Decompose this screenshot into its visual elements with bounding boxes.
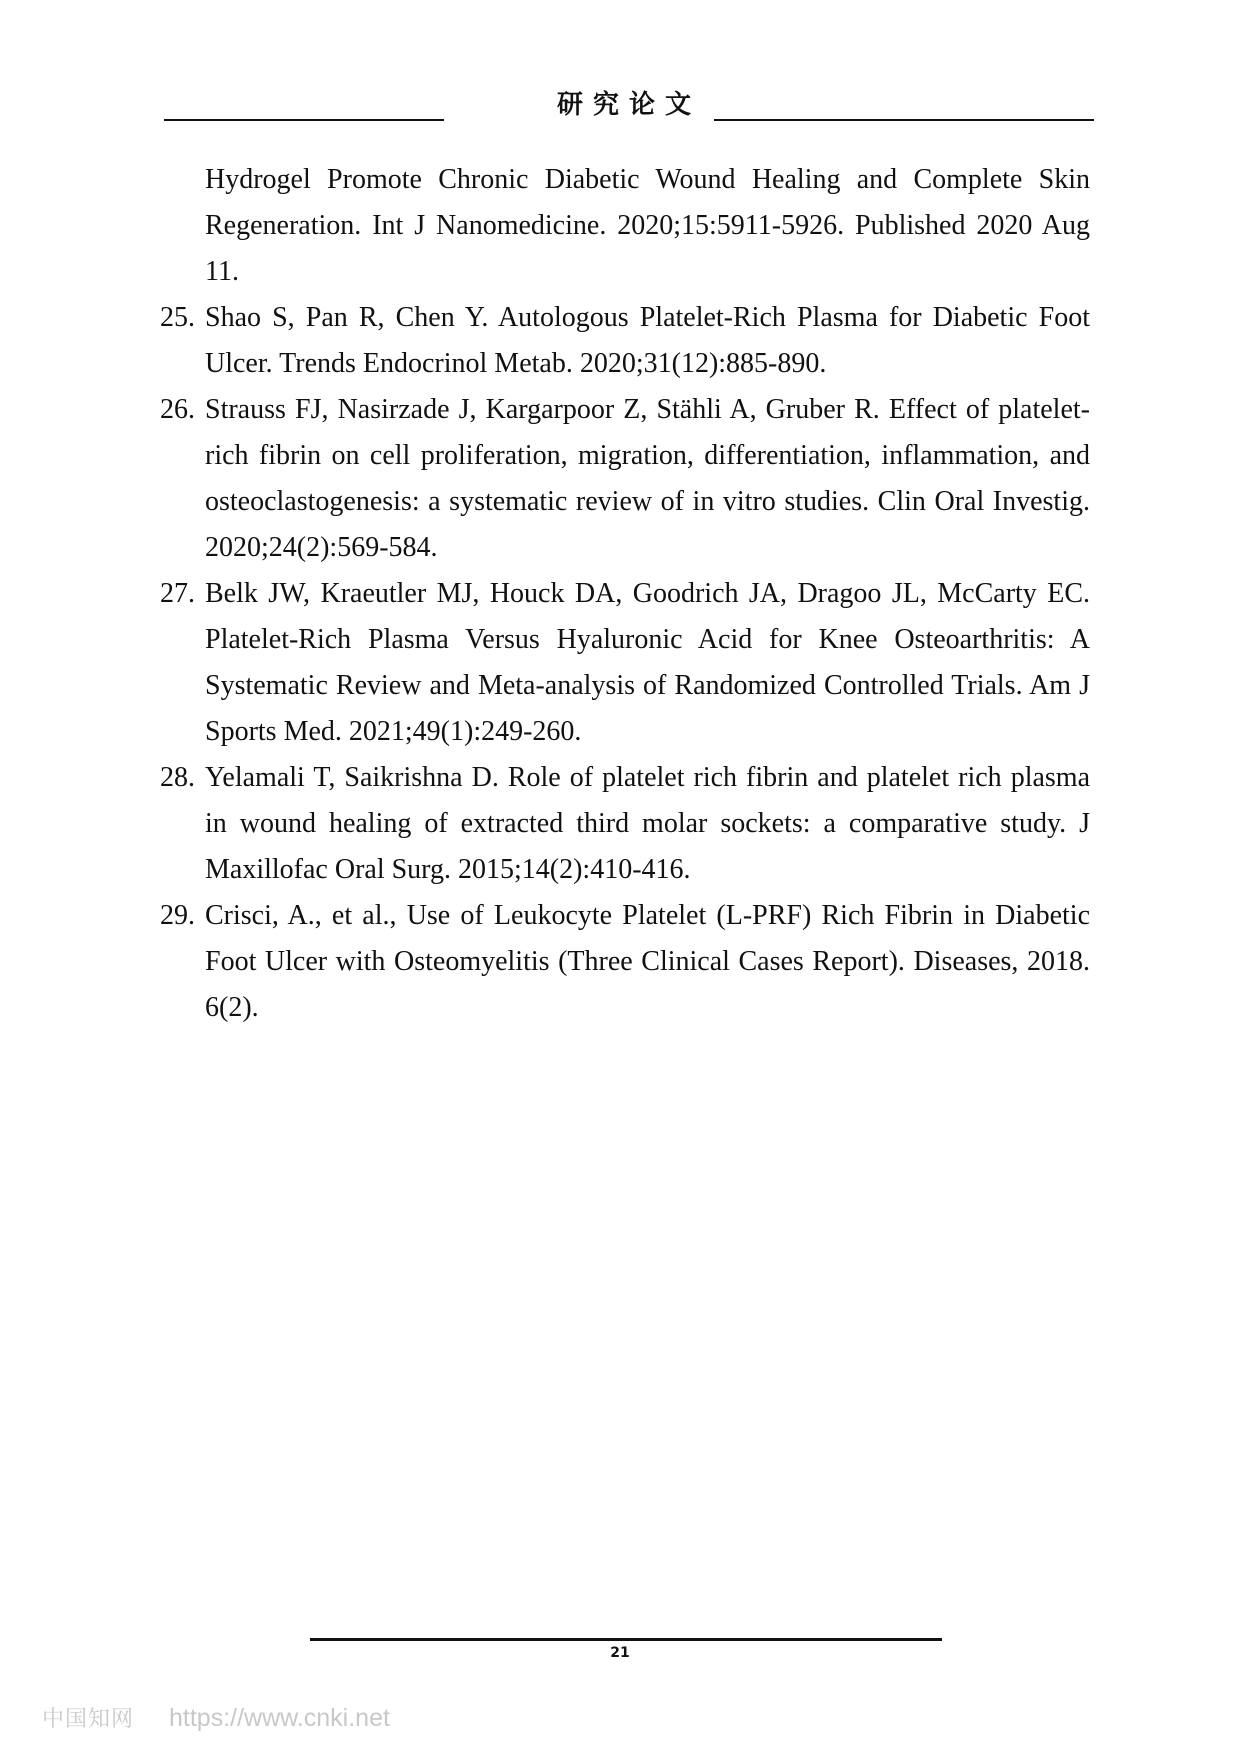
reference-item bbox=[160, 571, 1090, 755]
page-number: 21 bbox=[610, 1645, 630, 1661]
reference-text: Strauss FJ, Nasirzade J, Kargarpoor Z, Stähli A, Gruber R. Effect of platelet-rich fibrin on cell proliferation, migration, differentiation, inflammation, and osteoclastogenesis: a systematic review of in vitro studies. Clin Oral Investig. 2020;24(2):569-584. bbox=[205, 394, 1090, 563]
watermark-brand: 中国知网 bbox=[42, 1707, 135, 1732]
watermark-url: https://www.cnki.net bbox=[169, 1704, 390, 1732]
footer-rule bbox=[310, 1638, 942, 1641]
reference-item bbox=[160, 295, 1090, 387]
reference-number: 26. bbox=[160, 394, 195, 425]
reference-item bbox=[160, 755, 1090, 893]
reference-text: Shao S, Pan R, Chen Y. Autologous Platelet-Rich Plasma for Diabetic Foot Ulcer. Trends Endocrinol Metab. 2020;31(12):885-890. bbox=[205, 302, 1090, 379]
header-rule-right bbox=[714, 119, 1094, 121]
watermark bbox=[42, 1702, 390, 1733]
reference-number: 27. bbox=[160, 578, 195, 609]
reference-item bbox=[160, 893, 1090, 1031]
reference-text: Yelamali T, Saikrishna D. Role of platelet rich fibrin and platelet rich plasma in wound healing of extracted third molar sockets: a comparative study. J Maxillofac Oral Surg. 2015;14(2):410-416. bbox=[205, 762, 1090, 885]
reference-number: 29. bbox=[160, 900, 195, 931]
reference-number: 25. bbox=[160, 302, 195, 333]
reference-list bbox=[160, 157, 1090, 1031]
page-header bbox=[164, 88, 1094, 124]
reference-text: Hydrogel Promote Chronic Diabetic Wound Healing and Complete Skin Regeneration. Int J Nanomedicine. 2020;15:5911-5926. Published 2020 Aug 11. bbox=[205, 164, 1090, 287]
reference-item bbox=[160, 157, 1090, 295]
reference-item bbox=[160, 387, 1090, 571]
reference-text: Crisci, A., et al., Use of Leukocyte Platelet (L-PRF) Rich Fibrin in Diabetic Foot Ulcer with Osteomyelitis (Three Clinical Cases Report). Diseases, 2018. 6(2). bbox=[205, 900, 1090, 1023]
header-title: 研究论文 bbox=[556, 90, 701, 120]
reference-text: Belk JW, Kraeutler MJ, Houck DA, Goodrich JA, Dragoo JL, McCarty EC. Platelet-Rich Plasma Versus Hyaluronic Acid for Knee Osteoarthritis: A Systematic Review and Meta-analysis of Randomized Controlled Trials. Am J Sports Med. 2021;49(1):249-260. bbox=[205, 578, 1090, 747]
reference-number: 28. bbox=[160, 762, 195, 793]
